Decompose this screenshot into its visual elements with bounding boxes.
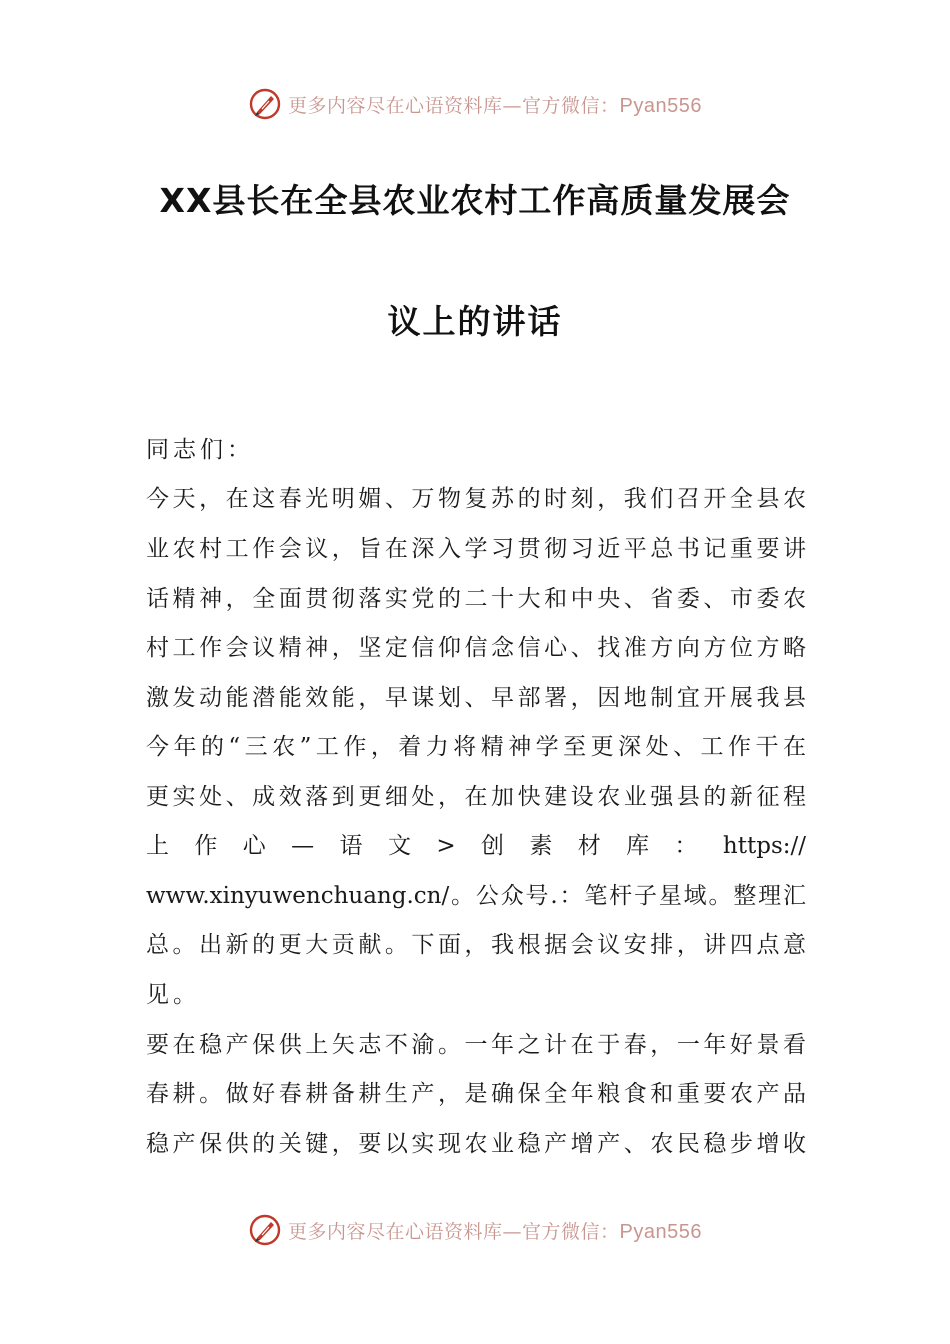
quill-logo-icon xyxy=(248,87,282,121)
document-title-line-1: XX县长在全县农业农村工作高质量发展会 xyxy=(159,181,791,220)
quill-logo-icon xyxy=(248,1213,282,1247)
footer-watermark xyxy=(0,1210,950,1250)
watermark-text xyxy=(288,1217,702,1244)
watermark-label: 更多内容尽在心语资料库—官方微信： xyxy=(288,94,620,117)
body-line: 今年的“三农”工作，着力将精神学至更深处、工作干在 xyxy=(146,734,806,760)
body-line: 见。 xyxy=(146,982,200,1008)
watermark-label: 更多内容尽在心语资料库—官方微信： xyxy=(288,1220,620,1243)
body-line: 稳产保供的关键，要以实现农业稳产增产、农民稳步增收 xyxy=(146,1131,806,1157)
body-line-link: 上作心—语文>创素材库：https:// xyxy=(146,833,806,859)
header-watermark xyxy=(0,84,950,124)
watermark-wechat-id: Pyan556 xyxy=(619,94,702,117)
body-line: 春耕。做好春耕备耕生产，是确保全年粮食和重要农产品 xyxy=(146,1081,806,1107)
body-line: 要在稳产保供上矢志不渝。一年之计在于春，一年好景看 xyxy=(146,1032,806,1058)
watermark-wechat-id: Pyan556 xyxy=(619,1220,702,1243)
body-line: 总。出新的更大贡献。下面，我根据会议安排，讲四点意 xyxy=(146,932,806,958)
body-line-url: www.xinyuwenchuang.cn/。公众号.：笔杆子星域。整理汇 xyxy=(146,883,806,909)
document-title-line-2: 议上的讲话 xyxy=(387,302,563,341)
watermark-text xyxy=(288,91,702,118)
body-line: 村工作会议精神，坚定信仰信念信心、找准方向方位方略 xyxy=(146,635,806,661)
body-line: 话精神，全面贯彻落实党的二十大和中央、省委、市委农 xyxy=(146,586,806,612)
body-line: 更实处、成效落到更细处，在加快建设农业强县的新征程 xyxy=(146,784,806,810)
body-line: 今天，在这春光明媚、万物复苏的时刻，我们召开全县农 xyxy=(146,486,806,512)
body-line: 激发动能潜能效能，早谋划、早部署，因地制宜开展我县 xyxy=(146,685,806,711)
body-line: 业农村工作会议，旨在深入学习贯彻习近平总书记重要讲 xyxy=(146,536,806,562)
salutation: 同志们： xyxy=(146,437,254,463)
